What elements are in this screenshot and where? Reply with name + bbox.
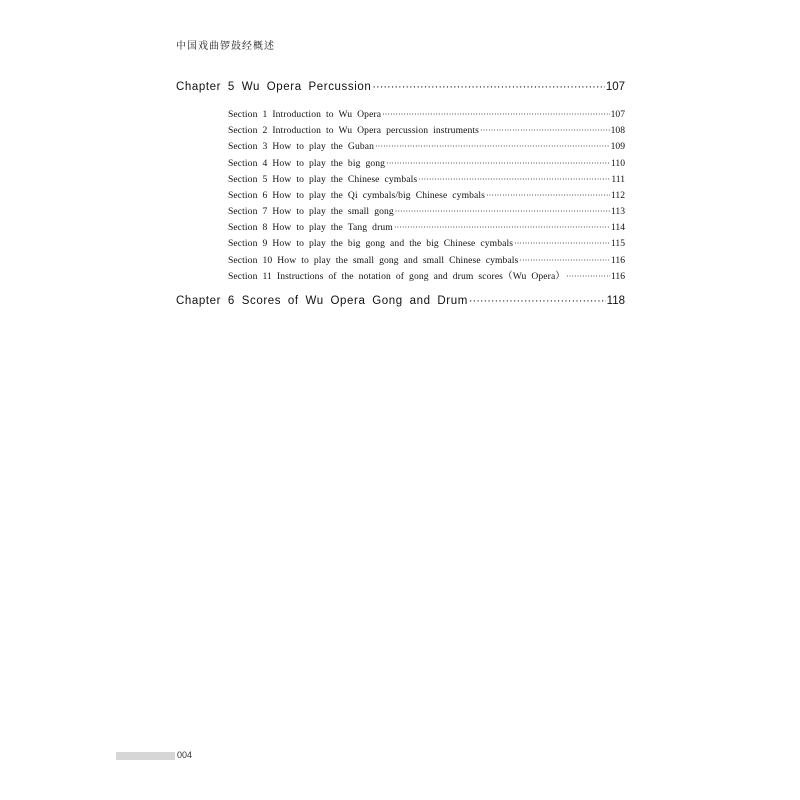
section-page-number: 116 bbox=[610, 270, 625, 282]
dot-leader bbox=[514, 236, 610, 252]
toc-section-11[interactable] bbox=[228, 269, 625, 285]
section-page-number: 115 bbox=[610, 238, 625, 250]
section-page-number: 110 bbox=[610, 157, 625, 169]
section-page-number: 114 bbox=[610, 222, 625, 234]
toc-section-9[interactable] bbox=[228, 237, 625, 253]
dot-leader bbox=[375, 139, 610, 155]
section-title: Section 7 How to play the small gong bbox=[228, 206, 394, 218]
section-page-number: 116 bbox=[610, 254, 625, 266]
toc-section-1[interactable] bbox=[228, 107, 625, 123]
toc-section-4[interactable] bbox=[228, 156, 625, 172]
dot-leader bbox=[394, 220, 610, 236]
section-page-number: 112 bbox=[610, 189, 625, 201]
section-title: Section 9 How to play the big gong and the big Chinese cymbals bbox=[228, 238, 514, 250]
chapter-title: Chapter 6 Scores of Wu Opera Gong and Drum bbox=[176, 295, 468, 308]
section-title: Section 10 How to play the small gong and small Chinese cymbals bbox=[228, 254, 519, 266]
section-page-number: 113 bbox=[610, 206, 625, 218]
footer-page-number: 004 bbox=[177, 750, 193, 760]
dot-leader bbox=[418, 172, 610, 188]
section-title: Section 11 Instructions of the notation of gong and drum scores（Wu Opera） bbox=[228, 270, 565, 282]
section-title: Section 8 How to play the Tang drum bbox=[228, 222, 393, 234]
toc-chapter-6[interactable] bbox=[176, 292, 625, 311]
dot-leader bbox=[519, 253, 610, 269]
section-title: Section 6 How to play the Qi cymbals/big Chinese cymbals bbox=[228, 189, 485, 201]
dot-leader bbox=[372, 78, 604, 97]
section-title: Section 3 How to play the Guban bbox=[228, 141, 374, 153]
dot-leader bbox=[469, 292, 606, 311]
section-title: Section 4 How to play the big gong bbox=[228, 157, 386, 169]
toc-section-3[interactable] bbox=[228, 139, 625, 155]
dot-leader bbox=[566, 269, 610, 285]
table-of-contents bbox=[176, 78, 625, 311]
dot-leader bbox=[382, 107, 610, 123]
toc-chapter-5[interactable] bbox=[176, 78, 625, 97]
toc-section-7[interactable] bbox=[228, 204, 625, 220]
toc-section-5[interactable] bbox=[228, 172, 625, 188]
dot-leader bbox=[486, 188, 610, 204]
toc-section-6[interactable] bbox=[228, 188, 625, 204]
section-page-number: 109 bbox=[610, 141, 625, 153]
chapter-page-number: 107 bbox=[605, 81, 625, 93]
section-title: Section 1 Introduction to Wu Opera bbox=[228, 108, 382, 120]
dot-leader bbox=[386, 156, 610, 172]
chapter-5-sections bbox=[228, 107, 625, 285]
chapter-page-number: 118 bbox=[606, 295, 625, 308]
section-page-number: 111 bbox=[611, 173, 625, 185]
section-page-number: 107 bbox=[610, 108, 625, 120]
section-title: Section 2 Introduction to Wu Opera percussion instruments bbox=[228, 125, 479, 137]
footer-bar bbox=[116, 752, 175, 760]
chapter-title: Chapter 5 Wu Opera Percussion bbox=[176, 81, 372, 93]
section-title: Section 5 How to play the Chinese cymbals bbox=[228, 173, 418, 185]
toc-section-10[interactable] bbox=[228, 253, 625, 269]
section-page-number: 108 bbox=[610, 125, 625, 137]
running-header: 中国戏曲锣鼓经概述 bbox=[176, 41, 275, 52]
toc-section-2[interactable] bbox=[228, 123, 625, 139]
dot-leader bbox=[480, 123, 610, 139]
dot-leader bbox=[395, 204, 610, 220]
toc-section-8[interactable] bbox=[228, 220, 625, 236]
